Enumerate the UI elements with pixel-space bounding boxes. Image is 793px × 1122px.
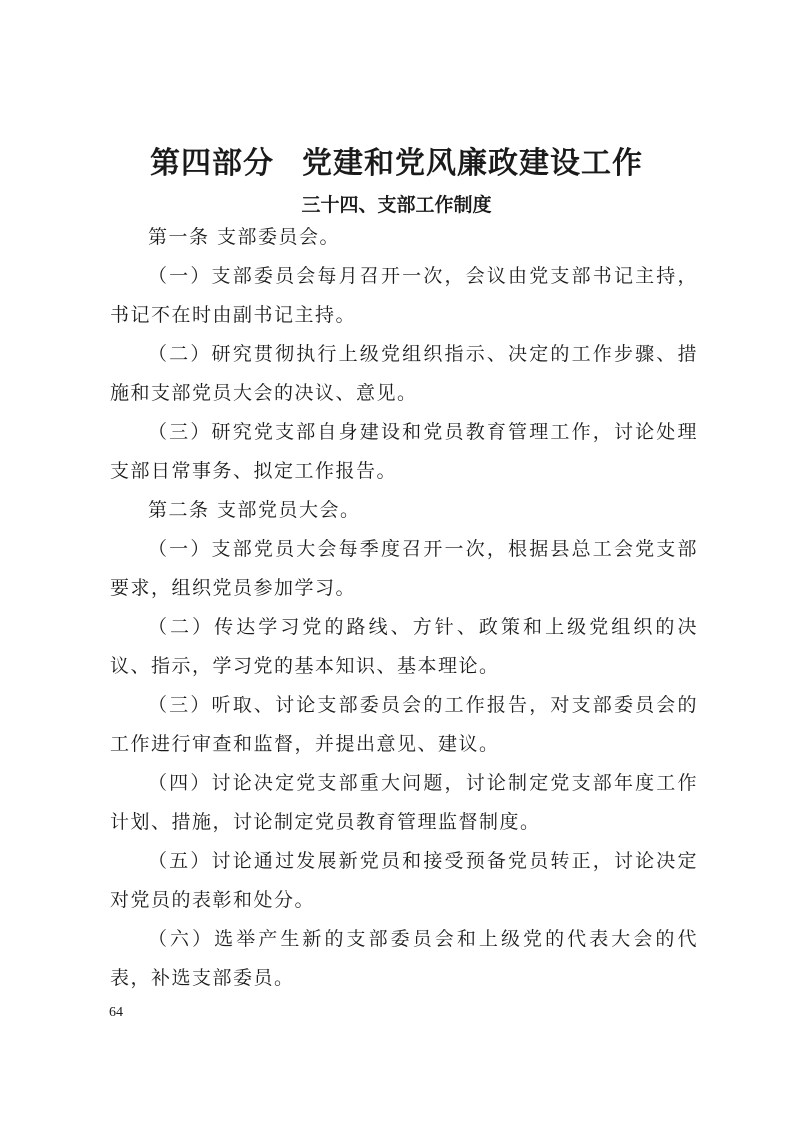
body-text [110, 218, 698, 998]
page-number: 64 [109, 1005, 123, 1020]
article-1-heading: 第一条 支部委员会。 [148, 226, 341, 248]
article-2-heading: 第二条 支部党员大会。 [148, 499, 361, 521]
section-title: 三十四、支部工作制度 [301, 194, 492, 216]
article-2-item-1: （一）支部党员大会每季度召开一次，根据县总工会党支部要求，组织党员参加学习。 [110, 538, 698, 599]
page-title [0, 138, 793, 182]
part-heading: 党建和党风廉政建设工作 [302, 146, 643, 181]
article-2-item-2: （二）传达学习党的路线、方针、政策和上级党组织的决议、指示，学习党的基本知识、基本理论。 [110, 616, 698, 677]
article-1-item-3: （三）研究党支部自身建设和党员教育管理工作，讨论处理支部日常事务、拟定工作报告。 [110, 421, 698, 482]
article-2-item-5: （五）讨论通过发展新党员和接受预备党员转正，讨论决定对党员的表彰和处分。 [110, 850, 698, 911]
article-1-item-1: （一）支部委员会每月召开一次，会议由党支部书记主持，书记不在时由副书记主持。 [110, 265, 698, 326]
part-label: 第四部分 [150, 146, 274, 181]
article-1-item-2: （二）研究贯彻执行上级党组织指示、决定的工作步骤、措施和支部党员大会的决议、意见。 [110, 343, 698, 404]
article-2-item-3: （三）听取、讨论支部委员会的工作报告，对支部委员会的工作进行审查和监督，并提出意见、建议。 [110, 694, 698, 755]
article-2-item-6: （六）选举产生新的支部委员会和上级党的代表大会的代表，补选支部委员。 [110, 928, 698, 989]
article-2-item-4: （四）讨论决定党支部重大问题，讨论制定党支部年度工作计划、措施，讨论制定党员教育管理监督制度。 [110, 772, 698, 833]
